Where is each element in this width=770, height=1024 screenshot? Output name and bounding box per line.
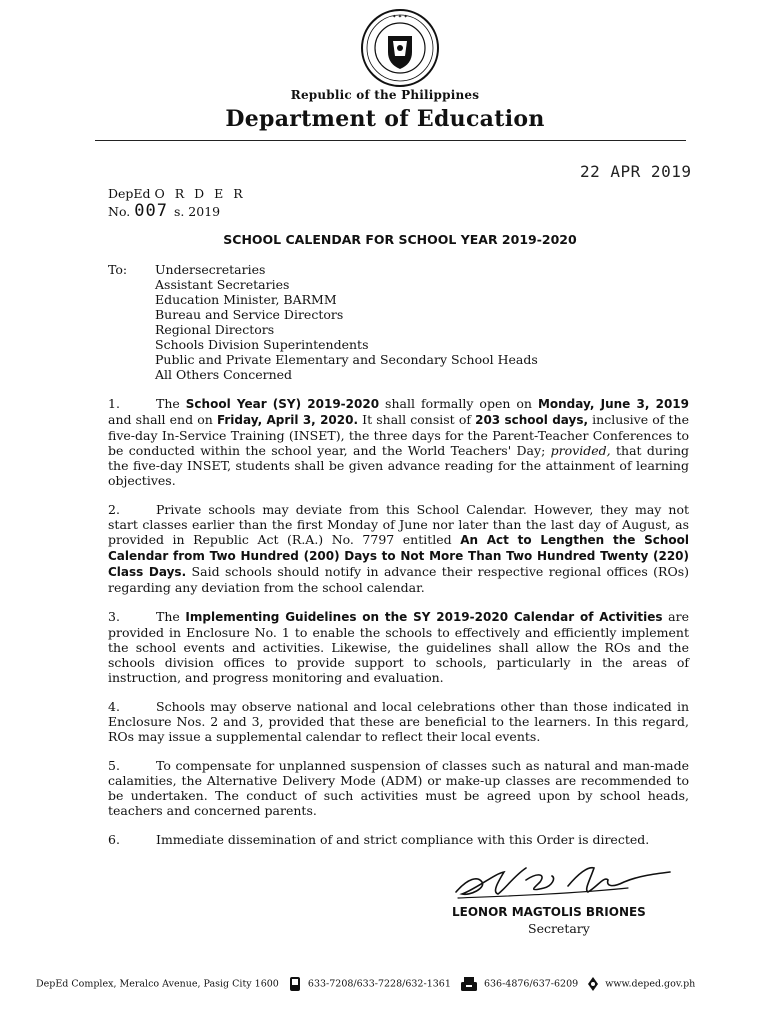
date-stamp: 22 APR 2019 bbox=[580, 162, 692, 181]
paragraph-5: 5. To compensate for unplanned suspension of classes such as natural and man-made calamities, the Alternative Delivery Mode (ADM) or make-up classes are recommended to be undertaken. The conduct of such activities must be agreed upon by school heads, teachers and concerned parents. bbox=[108, 758, 689, 818]
footer-fax: 636-4876/637-6209 bbox=[483, 978, 579, 990]
recipient-item: Schools Division Superintendents bbox=[155, 337, 369, 352]
order-number: 007 bbox=[134, 201, 168, 221]
paragraph-2: 2. Private schools may deviate from this School Calendar. However, they may not start classes earlier than the first Monday of June nor later than the last day of August, as provided in Republic Act (R.A.) No. 7797 entitled An Act to Lengthen the School Calendar from Two Hundred (200) Days to Not More Than Two Hundred Twenty (220) Class Days. Said schools should notify in advance their respective regional offices (ROs) regarding any deviation from the school calendar. bbox=[108, 502, 690, 595]
paragraph-4: 4. Schools may observe national and local celebrations other than those indicated in Enclosure Nos. 2 and 3, provided that these are beneficial to the learners. In this regard, ROs may issue a supplemental calendar to reflect their local events. bbox=[108, 699, 689, 744]
seal-lettering: ✦ ✦ ✦ bbox=[392, 14, 408, 20]
to-label: To: bbox=[108, 262, 128, 277]
fax-icon bbox=[460, 976, 478, 992]
footer-website: www.deped.gov.ph bbox=[605, 978, 696, 990]
signatory-title: Secretary bbox=[528, 921, 590, 936]
paragraph-number: 2. bbox=[108, 502, 120, 517]
recipient-item: Public and Private Elementary and Secondary School Heads bbox=[155, 352, 538, 367]
footer-contact bbox=[36, 976, 736, 992]
paragraph-6: 6. Immediate dissemination of and strict compliance with this Order is directed. bbox=[108, 832, 650, 847]
paragraph-3: 3. The Implementing Guidelines on the SY 2019-2020 Calendar of Activities are provided in Enclosure No. 1 to enable the schools to effectively and efficiently implement the school events and activities. Likewise, the guidelines shall allow the ROs and the schools division offices to provide support to schools, particularly in the areas of instruction, and progress monitoring and evaluation. bbox=[108, 609, 689, 685]
republic-heading: Republic of the Philippines bbox=[290, 88, 480, 102]
recipient-item: Regional Directors bbox=[155, 322, 275, 337]
footer-phones: 633-7208/633-7228/632-1361 bbox=[307, 978, 451, 990]
footer-address: DepEd Complex, Meralco Avenue, Pasig City 1600 bbox=[36, 978, 279, 990]
document-subject: SCHOOL CALENDAR FOR SCHOOL YEAR 2019-2020 bbox=[223, 232, 577, 247]
paragraph-number: 5. bbox=[108, 758, 120, 773]
recipient-list bbox=[155, 262, 538, 382]
phone-icon bbox=[288, 976, 302, 992]
order-label bbox=[108, 186, 246, 201]
order-no-prefix: No. bbox=[108, 204, 131, 219]
web-icon bbox=[587, 976, 599, 992]
order-number-line bbox=[108, 201, 220, 221]
header-divider bbox=[95, 140, 686, 141]
signature-image bbox=[448, 858, 678, 908]
paragraph-1: 1. The School Year (SY) 2019-2020 shall formally open on Monday, June 3, 2019 and shall end on Friday, April 3, 2020. It shall consist of 203 school days, inclusive of the five-day In-Service Training (INSET), the three days for the Parent-Teacher Conferences to be conducted within the school year, and the World Teachers' Day; provided, that during the five-day INSET, students shall be given advance reading for the attainment of learning objectives. bbox=[108, 396, 690, 488]
recipient-item: All Others Concerned bbox=[155, 367, 293, 382]
paragraph-number: 6. bbox=[108, 832, 120, 847]
paragraph-number: 3. bbox=[108, 609, 120, 624]
recipient-item: Education Minister, BARMM bbox=[155, 292, 337, 307]
order-series: s. 2019 bbox=[173, 204, 221, 219]
order-label-word: O R D E R bbox=[154, 186, 246, 201]
deped-seal-logo bbox=[355, 6, 445, 90]
paragraph-number: 4. bbox=[108, 699, 120, 714]
order-body bbox=[108, 396, 689, 861]
department-heading: Department of Education bbox=[225, 106, 545, 132]
signatory-name: LEONOR MAGTOLIS BRIONES bbox=[452, 905, 646, 919]
recipient-item: Assistant Secretaries bbox=[155, 277, 290, 292]
paragraph-number: 1. bbox=[108, 396, 120, 411]
recipient-item: Bureau and Service Directors bbox=[155, 307, 344, 322]
order-label-deped: DepEd bbox=[108, 186, 151, 201]
recipient-item: Undersecretaries bbox=[155, 262, 266, 277]
